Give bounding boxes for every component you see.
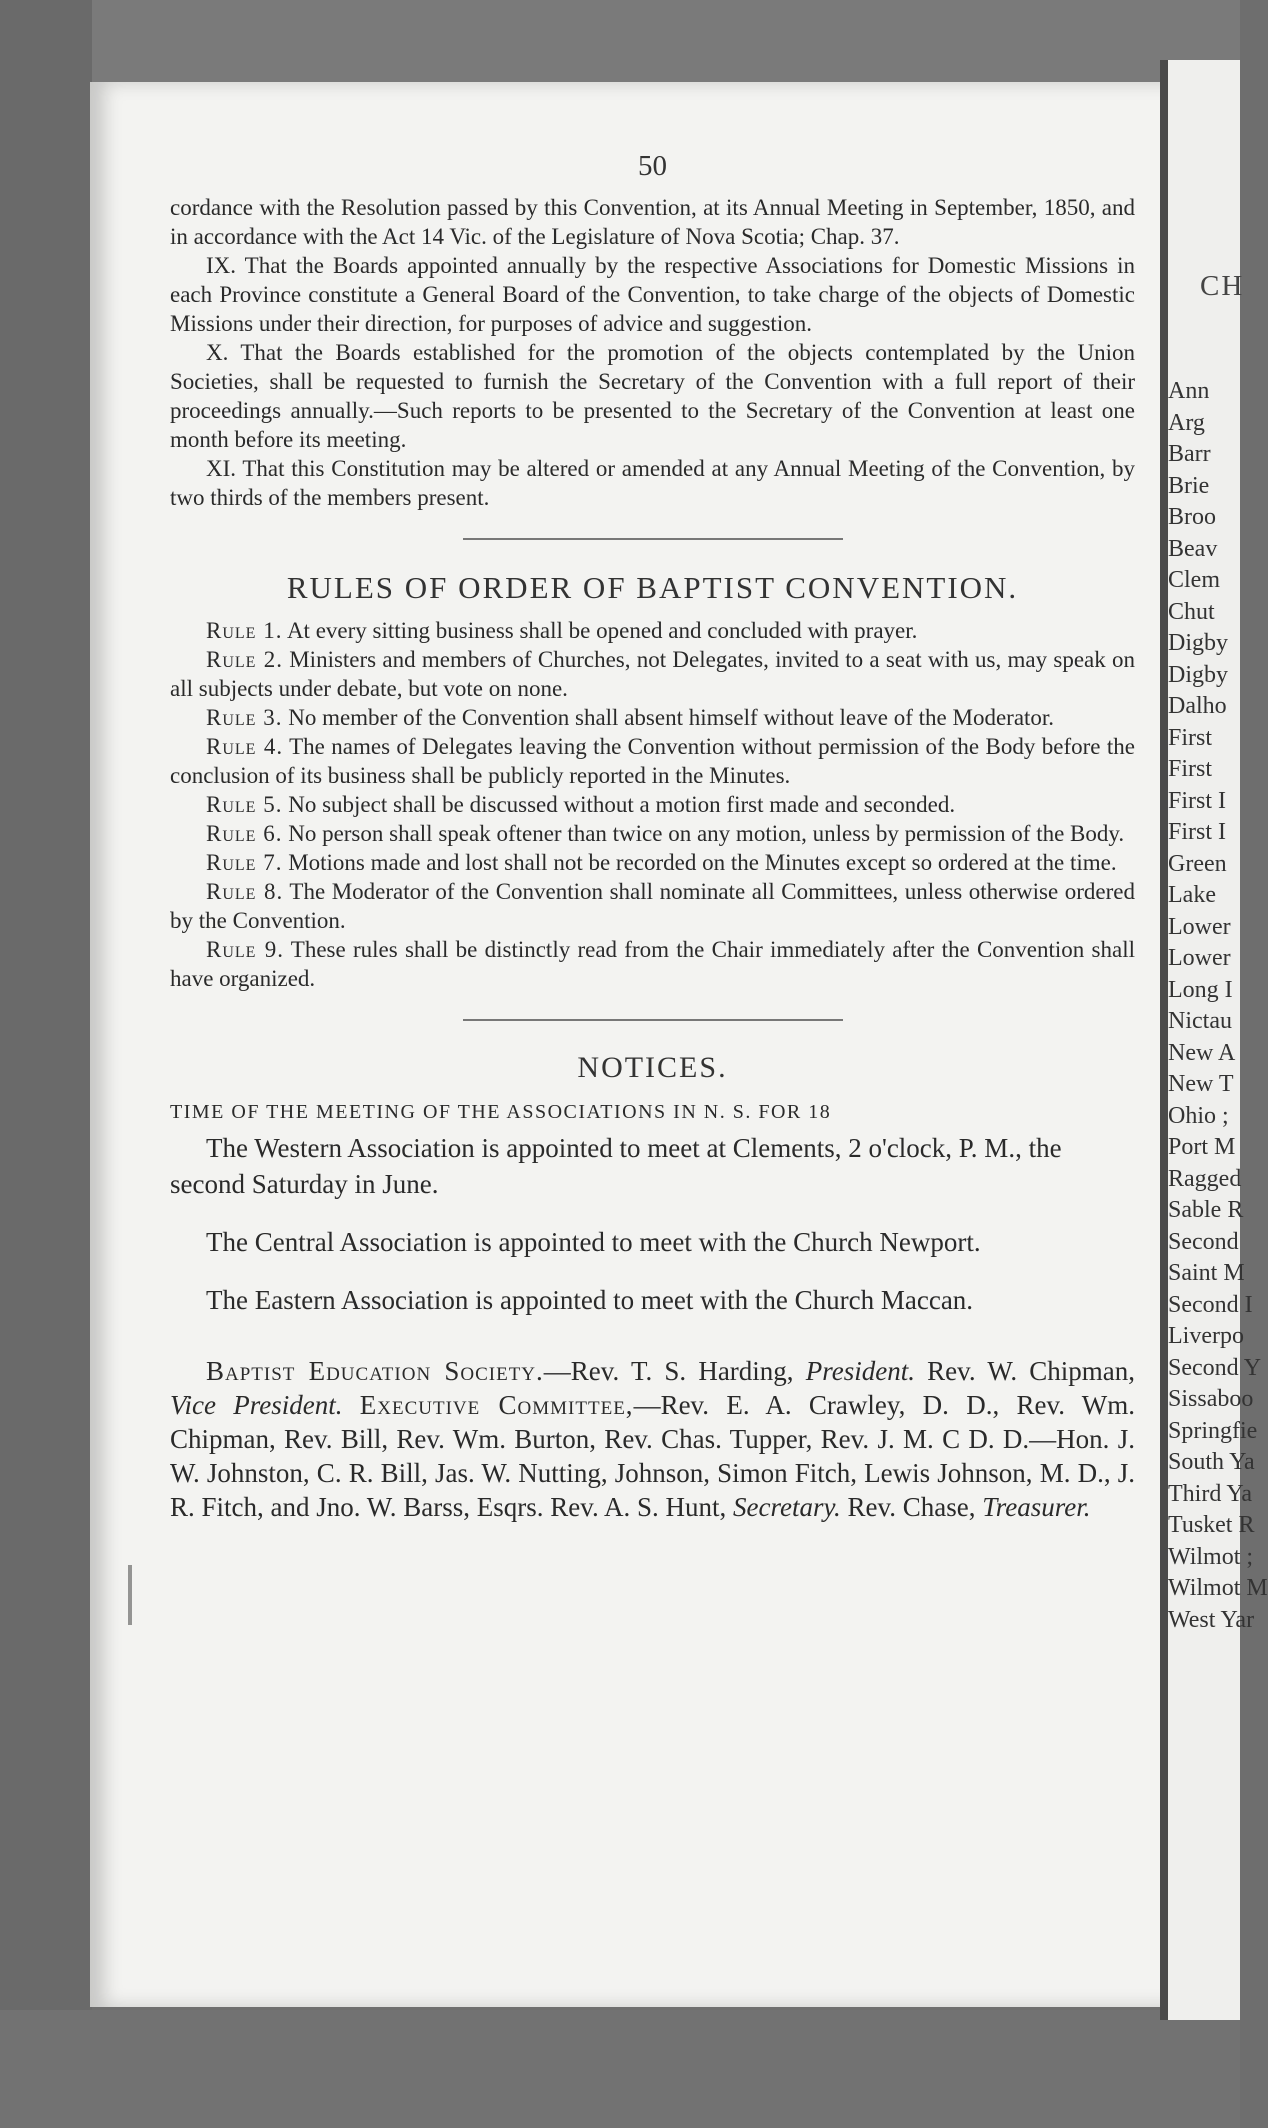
rules-list xyxy=(170,616,1135,993)
page-content xyxy=(170,150,1135,1524)
adjacent-page-line: Ann xyxy=(1168,378,1210,404)
adjacent-page-line: Tusket R xyxy=(1168,1512,1255,1538)
committee-label: Executive Committee, xyxy=(359,1390,634,1420)
scan-background-bottom xyxy=(0,2010,1240,2128)
rule-text: No person shall speak oftener than twice on any motion, unless by permission of the Body. xyxy=(288,821,1125,846)
adjacent-page-line: Springfie xyxy=(1168,1417,1258,1444)
page-number: 50 xyxy=(638,150,667,182)
rule-text: Ministers and members of Churches, not Delegates, invited to a seat with us, may speak on all subjects under debate, but vote on none. xyxy=(170,647,1135,701)
society-text: Rev. W. Chipman, xyxy=(914,1356,1136,1386)
adjacent-page-line: Lower xyxy=(1168,945,1231,971)
rule-item xyxy=(170,848,1135,877)
adjacent-page-line: Lake xyxy=(1168,882,1216,908)
article-x: X. That the Boards established for the promotion of the objects contemplated by the Union Societies, shall be requested to furnish the Secretary of the Convention with a full report of their proceedings annually.—Such reports to be presented to the Secretary of the Convention at least one month before its meeting. xyxy=(170,340,1135,452)
adjacent-page-line: New T xyxy=(1168,1071,1234,1097)
section-divider xyxy=(463,1019,843,1021)
society-name: Baptist Education Society. xyxy=(206,1356,544,1386)
rule-text: These rules shall be distinctly read from the Chair immediately after the Convention shall have organized. xyxy=(170,937,1135,991)
scan-background-top xyxy=(0,0,1240,90)
page-edge-mark xyxy=(128,1565,132,1625)
rule-text: No subject shall be discussed without a motion first made and seconded. xyxy=(288,792,956,817)
rule-label: Rule 6. xyxy=(206,821,283,846)
adjacent-page-line: Lower xyxy=(1168,913,1231,940)
secretary-title: Secretary. xyxy=(733,1492,841,1522)
adjacent-page-line: Green xyxy=(1168,850,1227,877)
adjacent-page-line: Second I xyxy=(1168,1291,1253,1318)
adjacent-page-line: First I xyxy=(1168,787,1227,814)
adjacent-page-line: Dalho xyxy=(1168,693,1227,719)
rule-item xyxy=(170,877,1135,935)
rule-label: Rule 7. xyxy=(206,850,283,875)
adjacent-page-line: Digby xyxy=(1168,661,1228,688)
adjacent-page-line: Ohio ; xyxy=(1168,1102,1229,1129)
rule-label: Rule 1. xyxy=(206,618,283,643)
adjacent-page-line: Barr xyxy=(1168,441,1211,467)
vice-president-title: Vice President. xyxy=(170,1390,343,1420)
constitution-continuation: cordance with the Resolution passed by this Convention, at its Annual Meeting in September, 1850, and in accordance with the Act 14 Vic. of the Legislature of Nova Scotia; Chap. 37. xyxy=(170,195,1135,249)
rule-text: The names of Delegates leaving the Convention without permission of the Body before the conclusion of its business shall be publicly reported in the Minutes. xyxy=(170,734,1135,788)
adjacent-page-line: Liverpo xyxy=(1168,1323,1244,1349)
rule-label: Rule 2. xyxy=(206,647,283,672)
adjacent-page-line: Sissaboo xyxy=(1168,1386,1254,1412)
adjacent-page-line: Sable R xyxy=(1168,1197,1244,1223)
rule-text: Motions made and lost shall not be recorded on the Minutes except so ordered at the time. xyxy=(288,850,1117,875)
adjacent-page-header: CH xyxy=(1200,270,1245,302)
meeting-time-heading: TIME OF THE MEETING OF THE ASSOCIATIONS IN N. S. FOR 18 xyxy=(170,1101,832,1123)
rule-item xyxy=(170,819,1135,848)
rule-label: Rule 3. xyxy=(206,705,283,730)
adjacent-page-line: Long I xyxy=(1168,976,1233,1003)
adjacent-page-line: Wilmot M xyxy=(1168,1575,1268,1601)
treasurer-title: Treasurer. xyxy=(982,1492,1091,1522)
notices-title: NOTICES. xyxy=(577,1051,728,1084)
adjacent-page-line: Digby xyxy=(1168,630,1228,656)
rule-label: Rule 4. xyxy=(206,734,284,759)
western-association-notice: The Western Association is appointed to meet at Clements, 2 o'clock, P. M., the second Saturday in June. xyxy=(170,1133,1062,1199)
adjacent-page-line: New A xyxy=(1168,1039,1236,1066)
rule-text: No member of the Convention shall absent himself without leave of the Moderator. xyxy=(288,705,1055,730)
adjacent-page-line: Saint M xyxy=(1168,1260,1245,1286)
society-text: Rev. Chase, xyxy=(840,1492,983,1522)
adjacent-page-line: Third Ya xyxy=(1168,1480,1253,1507)
adjacent-page-line: South Ya xyxy=(1168,1449,1255,1475)
rule-label: Rule 9. xyxy=(206,937,284,962)
adjacent-page-line: West Yar xyxy=(1168,1606,1255,1633)
rule-item xyxy=(170,616,1135,645)
rule-text: The Moderator of the Convention shall nominate all Committees, unless otherwise ordered by the Convention. xyxy=(170,879,1135,933)
rule-item xyxy=(170,645,1135,703)
rule-item xyxy=(170,790,1135,819)
adjacent-page-line: Second xyxy=(1168,1228,1239,1255)
adjacent-page-line: First I xyxy=(1168,819,1227,845)
adjacent-page-line: Arg xyxy=(1168,409,1205,436)
adjacent-page xyxy=(1168,60,1268,2020)
adjacent-page-line: Nictau xyxy=(1168,1008,1232,1034)
rule-label: Rule 8. xyxy=(206,879,284,904)
rule-item xyxy=(170,703,1135,732)
adjacent-page-line: Broo xyxy=(1168,504,1216,530)
rule-text: At every sitting business shall be opened and concluded with prayer. xyxy=(286,618,918,643)
adjacent-page-line: Clem xyxy=(1168,567,1220,593)
scan-background-left xyxy=(0,0,92,2128)
adjacent-page-line: Ragged xyxy=(1168,1165,1242,1192)
adjacent-page-lines xyxy=(1168,378,1268,1638)
adjacent-page-line: Chut xyxy=(1168,598,1215,625)
adjacent-page-line: First xyxy=(1168,756,1213,782)
adjacent-page-line: Beav xyxy=(1168,535,1218,562)
adjacent-page-line: Port M xyxy=(1168,1134,1236,1160)
rule-item xyxy=(170,732,1135,790)
president-title: President. xyxy=(805,1356,915,1386)
society-text: —Rev. T. S. Harding, xyxy=(543,1356,806,1386)
adjacent-page-line: Wilmot ; xyxy=(1168,1543,1254,1570)
article-ix: IX. That the Boards appointed annually by the respective Associations for Domestic Missions in each Province constitute a General Board of the Convention, to take charge of the objects of Domestic Missions under their direction, for purposes of advice and suggestion. xyxy=(170,253,1135,336)
adjacent-page-line: Second Y xyxy=(1168,1354,1262,1381)
section-divider xyxy=(463,538,843,540)
rule-label: Rule 5. xyxy=(206,792,283,817)
society-text: —Rev. E. A. Crawley, D. D., Rev. Wm. Chipman, Rev. Bill, Rev. Wm. Burton, Rev. Chas. Tupper, Rev. J. M. C D. D.—Hon. J. W. Johnston, C. R. Bill, Jas. W. Nutting, Johnson, Simon Fitch, Lewis Johnson, M. D., J. R. Fitch, and Jno. W. Barss, Esqrs. Rev. A. S. Hunt, xyxy=(170,1390,1136,1522)
rule-item xyxy=(170,935,1135,993)
article-xi: XI. That this Constitution may be altered or amended at any Annual Meeting of the Convention, by two thirds of the members present. xyxy=(170,456,1135,510)
central-association-notice: The Central Association is appointed to meet with the Church Newport. xyxy=(206,1227,981,1257)
adjacent-page-line: First xyxy=(1168,724,1213,751)
adjacent-page-line: Brie xyxy=(1168,472,1210,499)
education-society-notice xyxy=(170,1354,1135,1524)
eastern-association-notice: The Eastern Association is appointed to meet with the Church Maccan. xyxy=(206,1285,974,1315)
rules-title: RULES OF ORDER OF BAPTIST CONVENTION. xyxy=(286,570,1019,605)
